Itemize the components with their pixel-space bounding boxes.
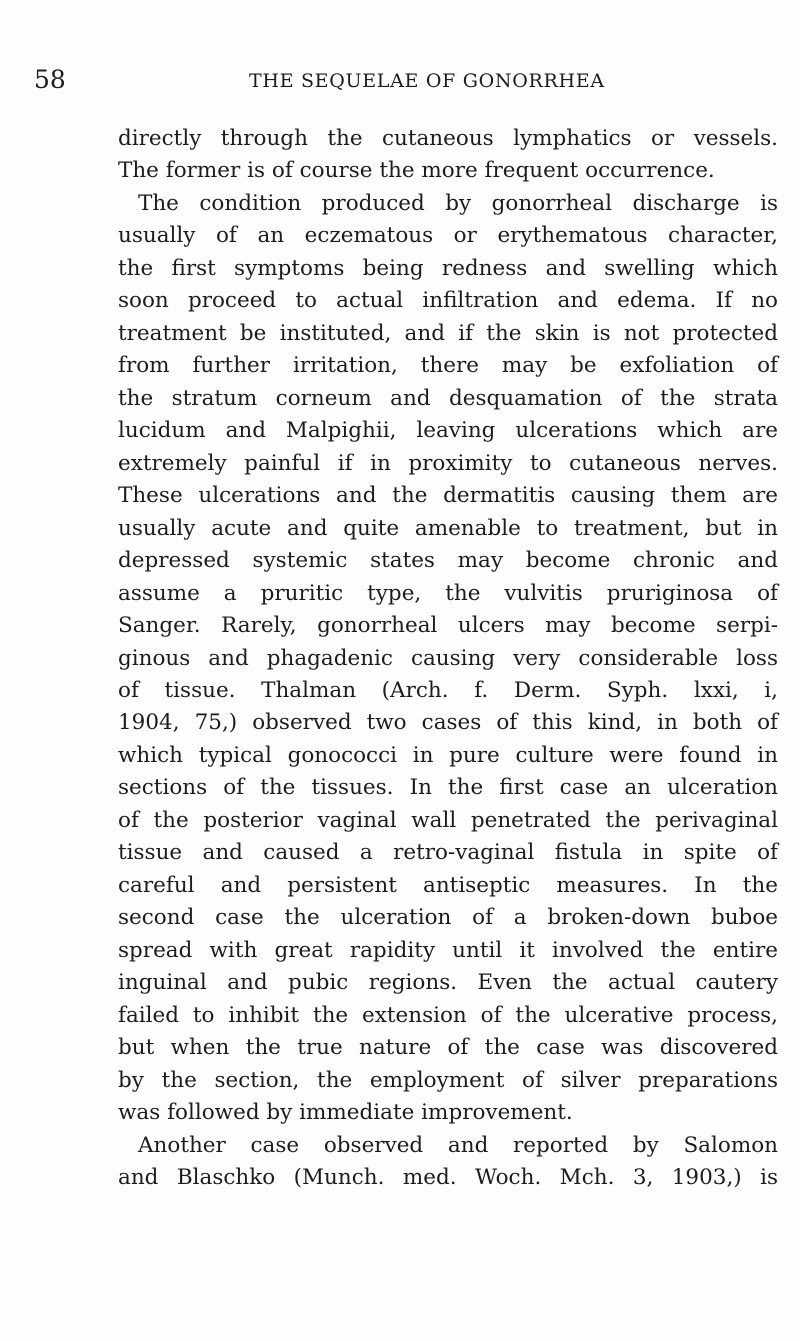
text-line: second case the ulceration of a broken-down buboe (118, 905, 778, 931)
text-line: of tissue. Thalman (Arch. f. Derm. Syph. lxxi, i, (118, 677, 778, 703)
text-line: from further irritation, there may be exfoliation of (118, 353, 778, 379)
text-line: inguinal and pubic regions. Even the actual cautery (118, 970, 778, 996)
text-line: extremely painful if in proximity to cutaneous nerves. (118, 450, 778, 476)
text-line: 1904, 75,) observed two cases of this kind, in both of (118, 710, 778, 736)
text-line: The former is of course the more frequent occurrence. (118, 158, 715, 184)
page-header (34, 64, 774, 100)
text-line: by the section, the employment of silver preparations (118, 1067, 778, 1093)
text-line: spread with great rapidity until it involved the entire (118, 937, 778, 963)
text-line: usually acute and quite amenable to treatment, but in (118, 515, 778, 541)
text-line: treatment be instituted, and if the skin is not protected (118, 320, 778, 346)
text-line: lucidum and Malpighii, leaving ulcerations which are (118, 418, 778, 444)
text-line: Sanger. Rarely, gonorrheal ulcers may become serpi- (118, 613, 778, 639)
text-line: tissue and caused a retro-vaginal fistula in spite of (118, 840, 778, 866)
text-line: The condition produced by gonorrheal discharge is (138, 190, 778, 216)
text-line: These ulcerations and the dermatitis causing them are (118, 483, 778, 509)
text-line: depressed systemic states may become chronic and (118, 548, 778, 574)
text-line: the first symptoms being redness and swelling which (118, 255, 778, 281)
text-line: careful and persistent antiseptic measures. In the (118, 872, 778, 898)
text-line: the stratum corneum and desquamation of the strata (118, 385, 778, 411)
text-line: soon proceed to actual infiltration and edema. If no (118, 288, 778, 314)
text-line: failed to inhibit the extension of the ulcerative process, (118, 1002, 778, 1028)
running-head: THE SEQUELAE OF GONORRHEA (249, 70, 605, 92)
text-line: was followed by immediate improvement. (118, 1100, 573, 1126)
text-line: but when the true nature of the case was discovered (118, 1035, 778, 1061)
text-line: ginous and phagadenic causing very considerable loss (118, 645, 778, 671)
text-line: assume a pruritic type, the vulvitis pruriginosa of (118, 580, 778, 606)
body-text (118, 123, 778, 1194)
text-line: directly through the cutaneous lymphatics or vessels. (118, 126, 778, 151)
text-line: and Blaschko (Munch. med. Woch. Mch. 3, 1903,) is (118, 1165, 778, 1190)
text-line: usually of an eczematous or erythematous character, (118, 223, 778, 249)
text-line: Another case observed and reported by Salomon (138, 1132, 778, 1158)
page-number: 58 (34, 65, 66, 94)
text-line: sections of the tissues. In the first case an ulceration (118, 775, 778, 801)
text-line: which typical gonococci in pure culture were found in (118, 742, 778, 768)
text-line: of the posterior vaginal wall penetrated the perivaginal (118, 807, 778, 833)
